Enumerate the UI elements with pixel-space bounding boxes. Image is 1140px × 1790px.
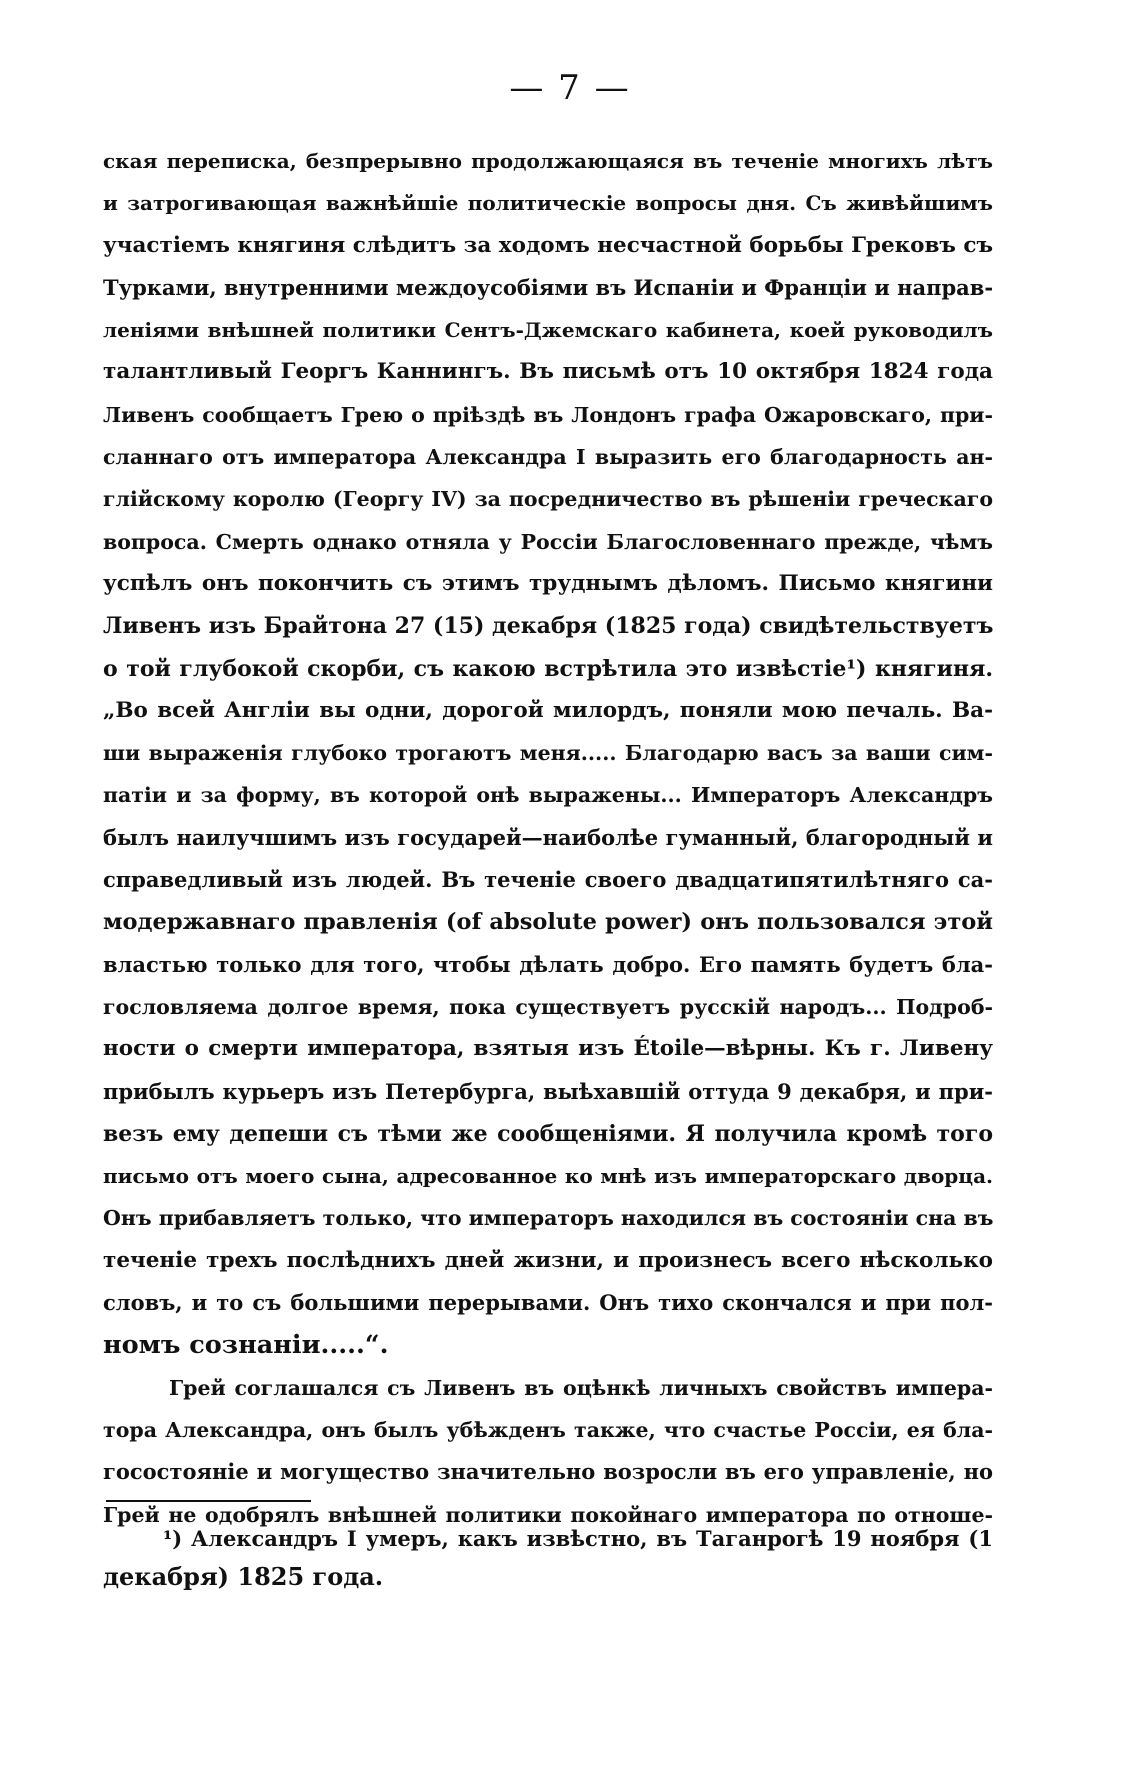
text-line: Грей соглашался съ Ливенъ въ оцѣнкѣ личныхъ свойствъ импера- (169, 1375, 993, 1400)
text-line: о той глубокой скорби, съ какою встрѣтила это извѣстіе¹) княгиня. (103, 655, 993, 682)
footnote-divider (106, 1500, 311, 1502)
text-line: Грей не одобрялъ внѣшней политики покойнаго императора по отноше- (103, 1502, 993, 1527)
text-line: прибылъ курьеръ изъ Петербурга, выѣхавшій оттуда 9 декабря, и при- (103, 1078, 993, 1104)
footnote (103, 1520, 993, 1596)
text-line: патіи и за форму, въ которой онѣ выражены... Императоръ Александръ (103, 783, 993, 808)
text-line: властью только для того, чтобы дѣлать добро. Его память будетъ бла- (103, 951, 993, 977)
text-line: теченіе трехъ послѣднихъ дней жизни, и произнесъ всего нѣсколько (103, 1247, 993, 1273)
text-line: тора Александра, онъ былъ убѣжденъ также, что счастье Россіи, ея бла- (103, 1417, 993, 1442)
text-line: ности о смерти императора, взятыя изъ Étoile—вѣрны. Къ г. Ливену (103, 1036, 993, 1062)
text-line: справедливый изъ людей. Въ теченіе своего двадцатипятилѣтняго са- (103, 867, 993, 893)
text-line: Ливенъ сообщаетъ Грею о пріѣздѣ въ Лондонъ графа Ожаровскаго, при- (103, 402, 993, 427)
text-line: словъ, и то съ большими перерывами. Онъ тихо скончался и при пол- (103, 1290, 993, 1316)
body-text (103, 140, 993, 1536)
page-number: — 7 — (509, 68, 631, 108)
text-line: успѣлъ онъ покончить съ этимъ труднымъ дѣломъ. Письмо княгини (103, 570, 993, 596)
text-line: письмо отъ моего сына, адресованное ко мнѣ изъ императорскаго дворца. (103, 1164, 993, 1189)
text-line: сланнаго отъ императора Александра I выразить его благодарность ан- (103, 445, 993, 470)
text-line: ши выраженія глубоко трогаютъ меня..... Благодарю васъ за ваши сим- (103, 741, 993, 766)
text-line: номъ сознаніи.....“. (103, 1330, 389, 1361)
text-line: гословляема долгое время, пока существуетъ русскій народъ... Подроб- (103, 994, 993, 1019)
text-line: Турками, внутренними междоусобіями въ Испаніи и Франціи и направ- (103, 274, 994, 300)
text-line: глійскому королю (Георгу IV) за посредничество въ рѣшеніи греческаго (103, 487, 993, 512)
text-line: талантливый Георгъ Каннингъ. Въ письмѣ отъ 10 октября 1824 года (103, 359, 993, 385)
footnote-line: декабря) 1825 года. (103, 1562, 384, 1591)
text-line: Онъ прибавляетъ только, что императоръ находился въ состояніи сна въ (103, 1206, 994, 1231)
text-line: везъ ему депеши съ тѣми же сообщеніями. Я получила кромѣ того (103, 1120, 993, 1147)
text-line: леніями внѣшней политики Сентъ-Джемскаго кабинета, коей руководилъ (103, 318, 993, 343)
text-line: ская переписка, безпрерывно продолжающаяся въ теченіе многихъ лѣтъ (103, 149, 993, 173)
text-line: госостояніе и могущество значительно возросли въ его управленіе, но (103, 1459, 993, 1485)
text-line: участіемъ княгиня слѣдитъ за ходомъ несчастной борьбы Грековъ съ (103, 232, 993, 258)
text-line: модержавнаго правленія (of absolute power) онъ пользовался этой (103, 909, 993, 936)
text-line: „Во всей Англіи вы одни, дорогой милордъ, поняли мою печаль. Ва- (103, 697, 993, 723)
footnote-line: ¹) Александръ I умеръ, какъ извѣстно, въ Таганрогѣ 19 ноября (1 (163, 1526, 993, 1551)
text-line: Ливенъ изъ Брайтона 27 (15) декабря (1825 года) свидѣтельствуетъ (103, 613, 994, 640)
text-line: вопроса. Смерть однако отняла у Россіи Благословеннаго прежде, чѣмъ (103, 529, 993, 554)
text-line: былъ наилучшимъ изъ государей—наиболѣе гуманный, благородный и (103, 824, 993, 850)
text-line: и затрогивающая важнѣйшіе политическіе вопросы дня. Съ живѣйшимъ (103, 191, 993, 216)
